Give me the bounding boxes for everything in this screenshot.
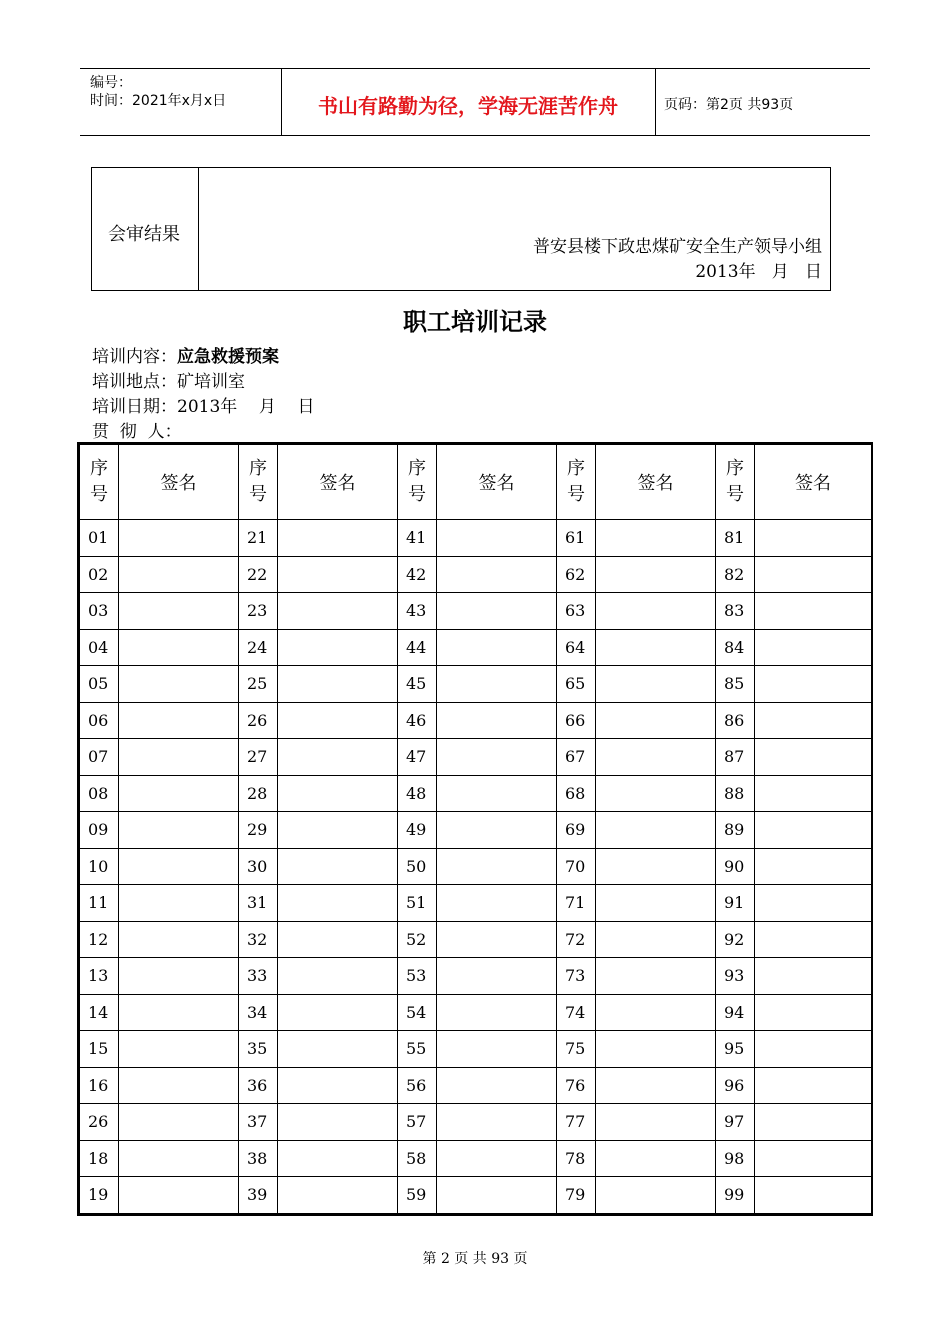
seq-number-cell: 90 — [716, 848, 755, 885]
seq-number-cell: 68 — [557, 775, 596, 812]
table-row — [80, 1104, 872, 1141]
signature-cell[interactable] — [119, 885, 239, 922]
seq-number-cell: 54 — [398, 994, 437, 1031]
seq-number-cell: 71 — [557, 885, 596, 922]
signature-cell[interactable] — [278, 812, 398, 849]
table-row — [80, 958, 872, 995]
signature-cell[interactable] — [119, 1104, 239, 1141]
table-row — [80, 556, 872, 593]
signature-cell[interactable] — [437, 921, 557, 958]
seq-number-cell: 44 — [398, 629, 437, 666]
seq-number-cell: 94 — [716, 994, 755, 1031]
seq-number-cell: 58 — [398, 1140, 437, 1177]
seq-number-cell: 27 — [239, 739, 278, 776]
signature-cell[interactable] — [119, 958, 239, 995]
seq-number-cell: 95 — [716, 1031, 755, 1068]
signature-cell[interactable] — [437, 666, 557, 703]
signature-cell[interactable] — [755, 958, 872, 995]
table-row — [80, 1140, 872, 1177]
seq-number-cell: 73 — [557, 958, 596, 995]
signature-cell[interactable] — [596, 593, 716, 630]
signature-cell[interactable] — [596, 848, 716, 885]
header-seq-bottom: 号 — [90, 484, 108, 505]
seq-number-cell: 63 — [557, 593, 596, 630]
signature-cell[interactable] — [437, 702, 557, 739]
seq-number-cell: 01 — [80, 520, 119, 557]
seq-number-cell: 62 — [557, 556, 596, 593]
signature-cell[interactable] — [596, 1067, 716, 1104]
seq-number-cell: 57 — [398, 1104, 437, 1141]
signature-cell[interactable] — [119, 1177, 239, 1214]
header-seq-cell — [557, 445, 596, 520]
seq-number-cell: 43 — [398, 593, 437, 630]
signature-cell[interactable] — [437, 812, 557, 849]
seq-number-cell: 28 — [239, 775, 278, 812]
signature-cell[interactable] — [755, 1177, 872, 1214]
header-bottom-rule — [80, 135, 870, 136]
seq-number-cell: 70 — [557, 848, 596, 885]
seq-number-cell: 51 — [398, 885, 437, 922]
seq-number-cell: 53 — [398, 958, 437, 995]
header-sign-cell: 签名 — [596, 445, 716, 520]
signature-cell[interactable] — [119, 1031, 239, 1068]
signature-cell[interactable] — [119, 629, 239, 666]
seq-number-cell: 11 — [80, 885, 119, 922]
seq-number-cell: 78 — [557, 1140, 596, 1177]
seq-number-cell: 42 — [398, 556, 437, 593]
signature-cell[interactable] — [119, 775, 239, 812]
header-seq-top: 序 — [90, 458, 108, 479]
signature-cell[interactable] — [119, 848, 239, 885]
header-seq-bottom: 号 — [726, 484, 744, 505]
seq-number-cell: 26 — [239, 702, 278, 739]
seq-number-cell: 03 — [80, 593, 119, 630]
signin-table — [77, 442, 873, 1216]
training-location: 培训地点：矿培训室 — [92, 372, 245, 392]
signature-cell[interactable] — [596, 812, 716, 849]
signature-cell[interactable] — [755, 702, 872, 739]
seq-number-cell: 08 — [80, 775, 119, 812]
seq-number-cell: 75 — [557, 1031, 596, 1068]
seq-number-cell: 19 — [80, 1177, 119, 1214]
seq-number-cell: 26 — [80, 1104, 119, 1141]
seq-number-cell: 23 — [239, 593, 278, 630]
seq-number-cell: 45 — [398, 666, 437, 703]
header-sign-cell: 签名 — [755, 445, 872, 520]
signature-cell[interactable] — [119, 994, 239, 1031]
seq-number-cell: 86 — [716, 702, 755, 739]
signature-cell[interactable] — [437, 629, 557, 666]
seq-number-cell: 65 — [557, 666, 596, 703]
seq-number-cell: 55 — [398, 1031, 437, 1068]
signature-cell[interactable] — [437, 994, 557, 1031]
signature-cell[interactable] — [596, 958, 716, 995]
seq-number-cell: 84 — [716, 629, 755, 666]
seq-number-cell: 41 — [398, 520, 437, 557]
signature-cell[interactable] — [278, 1067, 398, 1104]
seq-number-cell: 96 — [716, 1067, 755, 1104]
signature-cell[interactable] — [596, 739, 716, 776]
header-divider-right — [655, 68, 656, 135]
header-seq-bottom: 号 — [567, 484, 585, 505]
seq-number-cell: 21 — [239, 520, 278, 557]
signature-cell[interactable] — [755, 739, 872, 776]
seq-number-cell: 76 — [557, 1067, 596, 1104]
seq-number-cell: 29 — [239, 812, 278, 849]
table-header-row — [80, 445, 872, 520]
table-row — [80, 520, 872, 557]
signature-cell[interactable] — [755, 1140, 872, 1177]
review-box — [91, 167, 831, 291]
signature-cell[interactable] — [437, 848, 557, 885]
signature-cell[interactable] — [278, 702, 398, 739]
seq-number-cell: 47 — [398, 739, 437, 776]
seq-number-cell: 32 — [239, 921, 278, 958]
seq-number-cell: 77 — [557, 1104, 596, 1141]
review-organization: 普安县楼下政忠煤矿安全生产领导小组 — [533, 237, 822, 257]
signature-cell[interactable] — [596, 921, 716, 958]
header-page-info: 页码：第2页 共93页 — [664, 97, 794, 113]
signature-cell[interactable] — [596, 666, 716, 703]
header-seq-top: 序 — [726, 458, 744, 479]
seq-number-cell: 48 — [398, 775, 437, 812]
signature-cell[interactable] — [596, 702, 716, 739]
seq-number-cell: 15 — [80, 1031, 119, 1068]
table-body — [80, 520, 872, 1214]
header-sign-cell: 签名 — [278, 445, 398, 520]
seq-number-cell: 85 — [716, 666, 755, 703]
seq-number-cell: 67 — [557, 739, 596, 776]
seq-number-cell: 16 — [80, 1067, 119, 1104]
seq-number-cell: 69 — [557, 812, 596, 849]
signature-cell[interactable] — [278, 1177, 398, 1214]
seq-number-cell: 56 — [398, 1067, 437, 1104]
header-seq-top: 序 — [249, 458, 267, 479]
seq-number-cell: 92 — [716, 921, 755, 958]
signature-cell[interactable] — [278, 921, 398, 958]
table-row — [80, 812, 872, 849]
header-motto: 书山有路勤为径，学海无涯苦作舟 — [318, 94, 618, 118]
table-row — [80, 739, 872, 776]
signature-cell[interactable] — [596, 885, 716, 922]
signature-cell[interactable] — [119, 520, 239, 557]
signature-cell[interactable] — [119, 702, 239, 739]
header-number-label: 编号： — [90, 75, 132, 91]
seq-number-cell: 88 — [716, 775, 755, 812]
seq-number-cell: 34 — [239, 994, 278, 1031]
seq-number-cell: 09 — [80, 812, 119, 849]
table-row — [80, 629, 872, 666]
document-title: 职工培训记录 — [403, 307, 547, 336]
signature-cell[interactable] — [596, 1031, 716, 1068]
seq-number-cell: 82 — [716, 556, 755, 593]
seq-number-cell: 14 — [80, 994, 119, 1031]
header-time: 时间：2021年x月x日 — [90, 93, 227, 109]
signature-cell[interactable] — [278, 629, 398, 666]
seq-number-cell: 25 — [239, 666, 278, 703]
review-divider — [198, 168, 199, 290]
signature-cell[interactable] — [278, 994, 398, 1031]
header-seq-top: 序 — [408, 458, 426, 479]
seq-number-cell: 35 — [239, 1031, 278, 1068]
seq-number-cell: 30 — [239, 848, 278, 885]
review-date: 2013年 月 日 — [695, 262, 822, 282]
signature-cell[interactable] — [596, 1177, 716, 1214]
table-row — [80, 775, 872, 812]
seq-number-cell: 72 — [557, 921, 596, 958]
header-sign-cell: 签名 — [119, 445, 239, 520]
signature-cell[interactable] — [119, 739, 239, 776]
signature-cell[interactable] — [755, 921, 872, 958]
signature-cell[interactable] — [119, 921, 239, 958]
seq-number-cell: 66 — [557, 702, 596, 739]
signature-cell[interactable] — [119, 812, 239, 849]
signature-cell[interactable] — [596, 520, 716, 557]
seq-number-cell: 06 — [80, 702, 119, 739]
seq-number-cell: 64 — [557, 629, 596, 666]
signature-cell[interactable] — [437, 1067, 557, 1104]
seq-number-cell: 02 — [80, 556, 119, 593]
table-row — [80, 885, 872, 922]
signature-cell[interactable] — [755, 556, 872, 593]
seq-number-cell: 12 — [80, 921, 119, 958]
training-content-label: 培训内容： — [92, 347, 177, 367]
signature-cell[interactable] — [596, 994, 716, 1031]
signature-cell[interactable] — [755, 629, 872, 666]
signature-cell[interactable] — [755, 593, 872, 630]
signature-cell[interactable] — [755, 812, 872, 849]
signature-cell[interactable] — [119, 666, 239, 703]
header-seq-cell — [80, 445, 119, 520]
signature-cell[interactable] — [278, 775, 398, 812]
signature-cell[interactable] — [755, 1031, 872, 1068]
seq-number-cell: 05 — [80, 666, 119, 703]
signature-cell[interactable] — [755, 520, 872, 557]
header-seq-cell — [716, 445, 755, 520]
table-row — [80, 1067, 872, 1104]
signature-cell[interactable] — [278, 848, 398, 885]
signature-cell[interactable] — [437, 885, 557, 922]
seq-number-cell: 81 — [716, 520, 755, 557]
signature-cell[interactable] — [278, 1031, 398, 1068]
seq-number-cell: 52 — [398, 921, 437, 958]
signature-cell[interactable] — [119, 556, 239, 593]
training-content — [92, 342, 279, 367]
signature-cell[interactable] — [755, 666, 872, 703]
training-date: 培训日期：2013年 月 日 — [92, 397, 315, 417]
seq-number-cell: 36 — [239, 1067, 278, 1104]
signature-cell[interactable] — [755, 885, 872, 922]
signature-cell[interactable] — [278, 556, 398, 593]
signature-cell[interactable] — [437, 1177, 557, 1214]
header-seq-cell — [239, 445, 278, 520]
seq-number-cell: 50 — [398, 848, 437, 885]
training-content-value: 应急救援预案 — [177, 347, 279, 367]
seq-number-cell: 89 — [716, 812, 755, 849]
signature-cell[interactable] — [437, 556, 557, 593]
signature-cell[interactable] — [437, 1140, 557, 1177]
seq-number-cell: 37 — [239, 1104, 278, 1141]
table-row — [80, 593, 872, 630]
signature-cell[interactable] — [437, 775, 557, 812]
seq-number-cell: 87 — [716, 739, 755, 776]
seq-number-cell: 46 — [398, 702, 437, 739]
header-seq-bottom: 号 — [249, 484, 267, 505]
seq-number-cell: 99 — [716, 1177, 755, 1214]
header-sign-cell: 签名 — [437, 445, 557, 520]
seq-number-cell: 49 — [398, 812, 437, 849]
signature-cell[interactable] — [278, 739, 398, 776]
seq-number-cell: 38 — [239, 1140, 278, 1177]
seq-number-cell: 74 — [557, 994, 596, 1031]
signature-cell[interactable] — [755, 994, 872, 1031]
header-seq-cell — [398, 445, 437, 520]
seq-number-cell: 59 — [398, 1177, 437, 1214]
signature-cell[interactable] — [278, 885, 398, 922]
signature-cell[interactable] — [437, 958, 557, 995]
signature-cell[interactable] — [755, 848, 872, 885]
table-row — [80, 921, 872, 958]
signature-cell[interactable] — [437, 593, 557, 630]
signature-cell[interactable] — [437, 1104, 557, 1141]
seq-number-cell: 33 — [239, 958, 278, 995]
review-label: 会审结果 — [108, 224, 180, 245]
signature-cell[interactable] — [119, 1140, 239, 1177]
table-row — [80, 1177, 872, 1214]
seq-number-cell: 07 — [80, 739, 119, 776]
seq-number-cell: 91 — [716, 885, 755, 922]
signature-cell[interactable] — [119, 1067, 239, 1104]
signature-cell[interactable] — [596, 629, 716, 666]
seq-number-cell: 98 — [716, 1140, 755, 1177]
signature-cell[interactable] — [755, 775, 872, 812]
header-seq-top: 序 — [567, 458, 585, 479]
seq-number-cell: 83 — [716, 593, 755, 630]
seq-number-cell: 22 — [239, 556, 278, 593]
training-implementer: 贯 彻 人： — [92, 422, 182, 442]
signature-cell[interactable] — [755, 1067, 872, 1104]
signature-cell[interactable] — [596, 775, 716, 812]
table-row — [80, 994, 872, 1031]
signature-cell[interactable] — [278, 1104, 398, 1141]
signature-cell[interactable] — [437, 739, 557, 776]
seq-number-cell: 39 — [239, 1177, 278, 1214]
signature-cell[interactable] — [278, 520, 398, 557]
seq-number-cell: 93 — [716, 958, 755, 995]
signature-cell[interactable] — [755, 1104, 872, 1141]
signature-cell[interactable] — [278, 1140, 398, 1177]
seq-number-cell: 61 — [557, 520, 596, 557]
seq-number-cell: 79 — [557, 1177, 596, 1214]
seq-number-cell: 97 — [716, 1104, 755, 1141]
signature-cell[interactable] — [119, 593, 239, 630]
signature-cell[interactable] — [596, 1140, 716, 1177]
seq-number-cell: 04 — [80, 629, 119, 666]
signature-cell[interactable] — [596, 1104, 716, 1141]
signature-cell[interactable] — [437, 520, 557, 557]
seq-number-cell: 13 — [80, 958, 119, 995]
table-row — [80, 848, 872, 885]
table-row — [80, 1031, 872, 1068]
header-top-rule — [80, 68, 870, 69]
signature-cell[interactable] — [278, 593, 398, 630]
signature-cell[interactable] — [278, 958, 398, 995]
signature-cell[interactable] — [596, 556, 716, 593]
footer-page-number: 第 2 页 共 93 页 — [422, 1251, 528, 1267]
seq-number-cell: 24 — [239, 629, 278, 666]
table-row — [80, 666, 872, 703]
seq-number-cell: 31 — [239, 885, 278, 922]
signature-cell[interactable] — [437, 1031, 557, 1068]
header-seq-bottom: 号 — [408, 484, 426, 505]
signature-cell[interactable] — [278, 666, 398, 703]
table-row — [80, 702, 872, 739]
seq-number-cell: 18 — [80, 1140, 119, 1177]
seq-number-cell: 10 — [80, 848, 119, 885]
